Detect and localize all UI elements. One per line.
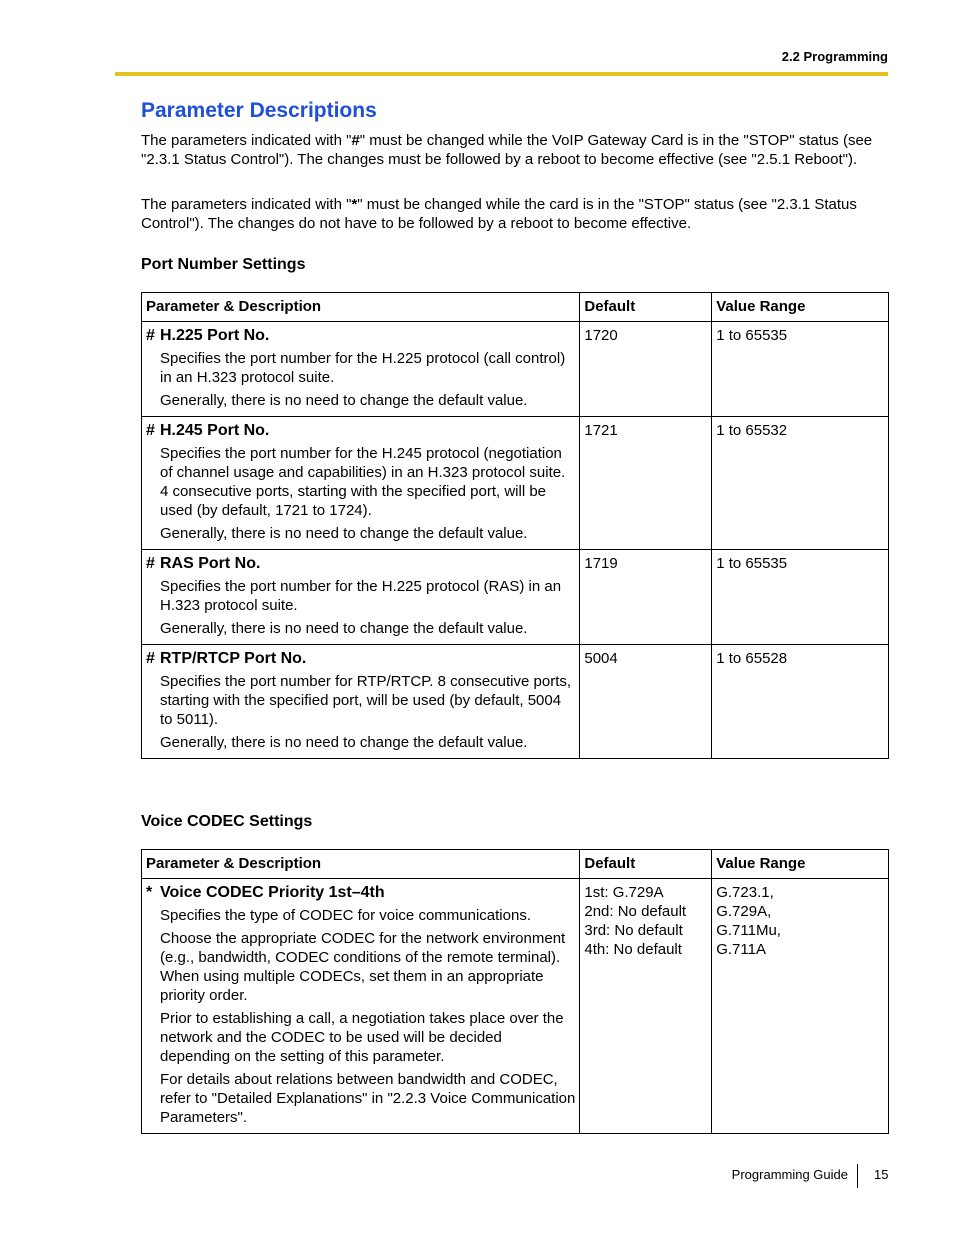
default-cell xyxy=(580,879,712,1134)
parameter-mark: # xyxy=(146,650,155,667)
footer-label: Programming Guide xyxy=(731,1167,848,1182)
default-line: 2nd: No default xyxy=(584,903,687,920)
section-label: 2.2 Programming xyxy=(781,49,888,64)
parameter-description: Specifies the port number for the H.225 protocol (call control) in an H.323 protocol suite. xyxy=(160,350,566,386)
parameter-cell xyxy=(142,550,580,645)
table-header-row xyxy=(142,850,889,879)
parameter-mark: # xyxy=(146,555,155,572)
codec-settings-table xyxy=(141,849,889,1134)
value-range-cell xyxy=(712,879,889,1134)
table-header-row xyxy=(142,293,889,322)
default-cell: 1720 xyxy=(580,322,712,417)
parameter-description: For details about relations between bandwidth and CODEC, refer to "Detailed Explanations" in "2.2.3 Voice Communication Parameters". xyxy=(160,1071,576,1126)
parameter-name xyxy=(146,883,575,902)
footer-separator xyxy=(857,1164,858,1188)
codec-section-heading: Voice CODEC Settings xyxy=(141,813,313,830)
parameter-name xyxy=(146,421,575,440)
default-line: 3rd: No default xyxy=(584,922,683,939)
parameter-description: Generally, there is no need to change the default value. xyxy=(160,620,528,637)
value-range-cell: 1 to 65535 xyxy=(712,322,889,417)
intro-paragraph-2: The parameters indicated with "*" must be changed while the card is in the "STOP" status (see "2.3.1 Status Control"). The changes do not have to be followed by a reboot to become effective. xyxy=(141,196,857,232)
parameter-description: Choose the appropriate CODEC for the network environment (e.g., bandwidth, CODEC conditions of the remote terminal). When using multiple CODECs, set them in an appropriate priority order. xyxy=(160,930,566,1004)
parameter-name xyxy=(146,649,575,668)
parameter-mark: # xyxy=(146,422,155,439)
table-row xyxy=(142,417,889,550)
column-header: Parameter & Description xyxy=(142,850,580,879)
parameter-name xyxy=(146,326,575,345)
column-header: Parameter & Description xyxy=(142,293,580,322)
table-row xyxy=(142,879,889,1134)
parameter-description: Specifies the port number for the H.245 protocol (negotiation of channel usage and capabilities) in an H.323 protocol suite. 4 consecutive ports, starting with the specified port, will be used (by default, 1721 to 1724). xyxy=(160,445,566,519)
intro-paragraph-1: The parameters indicated with "#" must be changed while the VoIP Gateway Card is in the "STOP" status (see "2.3.1 Status Control"). The changes must be followed by a reboot to become effective (see "2.5.1 Reboot"). xyxy=(141,132,873,168)
page-number: 15 xyxy=(874,1167,889,1182)
parameter-description: Prior to establishing a call, a negotiation takes place over the network and the CODEC to be used will be decided depending on the setting of this parameter. xyxy=(160,1010,564,1065)
value-range-line: G.711A xyxy=(716,941,766,958)
parameter-description: Generally, there is no need to change the default value. xyxy=(160,734,528,751)
default-line: 4th: No default xyxy=(584,941,682,958)
table-row xyxy=(142,550,889,645)
parameter-description: Generally, there is no need to change the default value. xyxy=(160,392,528,409)
value-range-line: G.729A, xyxy=(716,903,772,920)
port-section-heading: Port Number Settings xyxy=(141,256,306,273)
parameter-description: Specifies the port number for the H.225 protocol (RAS) in an H.323 protocol suite. xyxy=(160,578,562,614)
table-row xyxy=(142,645,889,759)
parameter-title: RAS Port No. xyxy=(160,555,261,572)
parameter-title: RTP/RTCP Port No. xyxy=(160,650,307,667)
parameter-cell xyxy=(142,645,580,759)
parameter-mark: # xyxy=(146,327,155,344)
column-header: Value Range xyxy=(712,293,889,322)
page-title: Parameter Descriptions xyxy=(141,99,377,122)
parameter-title: Voice CODEC Priority 1st–4th xyxy=(160,884,385,901)
parameter-title: H.225 Port No. xyxy=(160,327,270,344)
parameter-name xyxy=(146,554,575,573)
default-cell: 1719 xyxy=(580,550,712,645)
parameter-mark: * xyxy=(146,884,153,901)
parameter-title: H.245 Port No. xyxy=(160,422,270,439)
column-header: Default xyxy=(580,850,712,879)
default-cell: 5004 xyxy=(580,645,712,759)
parameter-description: Specifies the port number for RTP/RTCP. 8 consecutive ports, starting with the specified port, will be used (by default, 5004 to 5011). xyxy=(160,673,572,728)
default-line: 1st: G.729A xyxy=(584,884,664,901)
column-header: Default xyxy=(580,293,712,322)
value-range-cell: 1 to 65528 xyxy=(712,645,889,759)
parameter-cell xyxy=(142,417,580,550)
column-header: Value Range xyxy=(712,850,889,879)
parameter-cell xyxy=(142,879,580,1134)
default-cell: 1721 xyxy=(580,417,712,550)
table-row xyxy=(142,322,889,417)
port-settings-table xyxy=(141,292,889,759)
header-rule xyxy=(115,72,888,76)
value-range-line: G.711Mu, xyxy=(716,922,781,939)
value-range-cell: 1 to 65535 xyxy=(712,550,889,645)
parameter-description: Generally, there is no need to change the default value. xyxy=(160,525,528,542)
value-range-cell: 1 to 65532 xyxy=(712,417,889,550)
value-range-line: G.723.1, xyxy=(716,884,774,901)
parameter-description: Specifies the type of CODEC for voice communications. xyxy=(160,907,531,924)
parameter-cell xyxy=(142,322,580,417)
